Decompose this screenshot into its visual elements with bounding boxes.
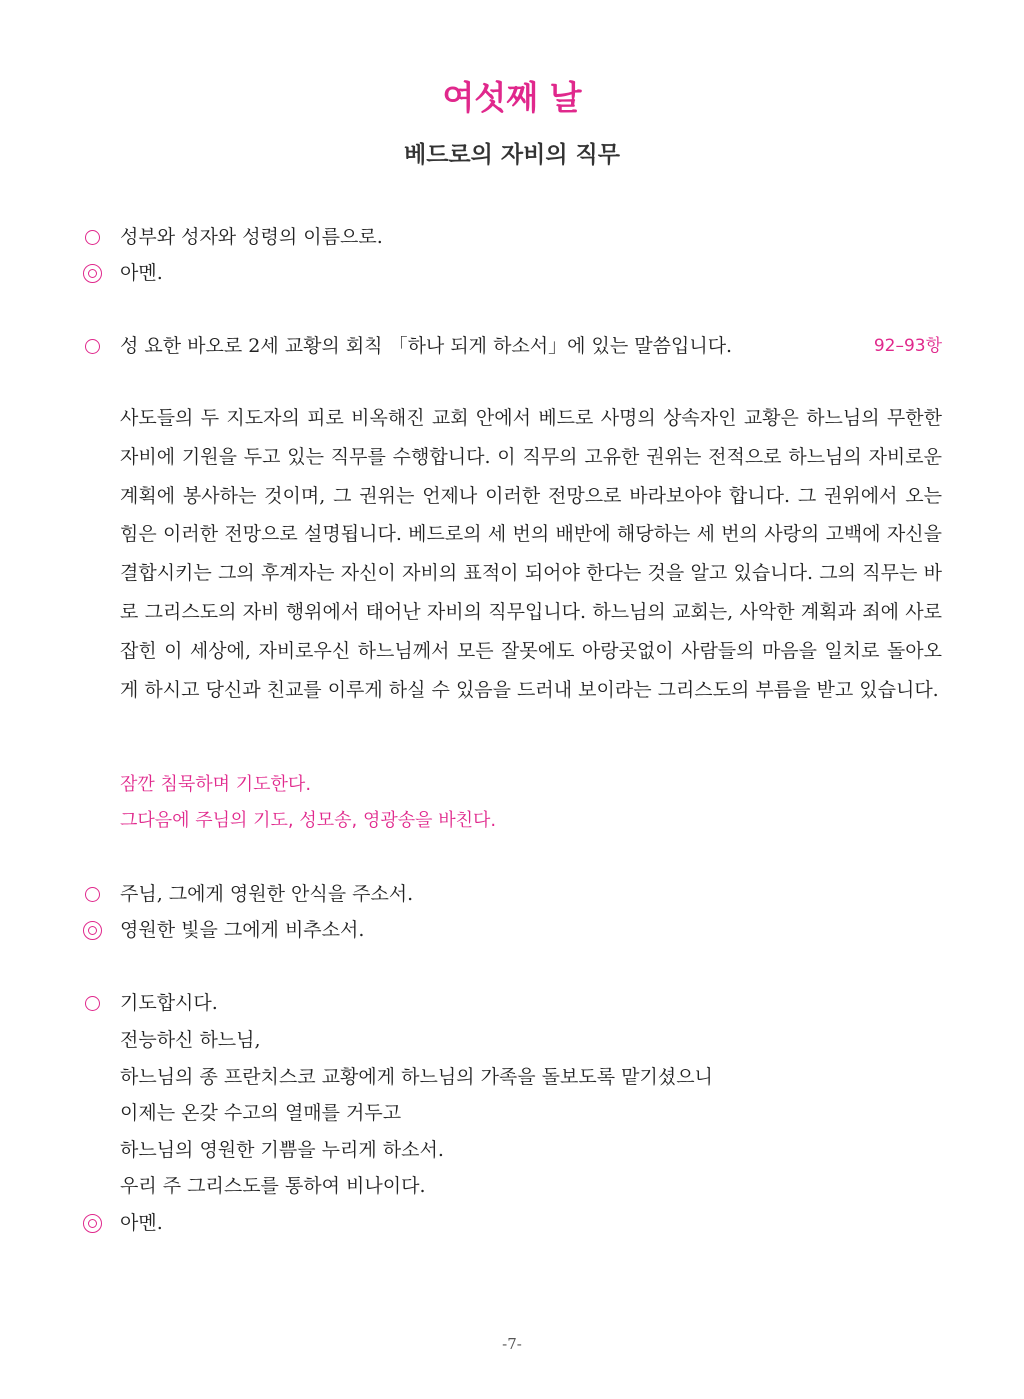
- prayer-line-6: 우리 주 그리스도를 통하여 비나이다.: [120, 1175, 426, 1197]
- prayer-line-1: 기도합시다.: [120, 992, 218, 1014]
- reading-intro-line: [0, 328, 1024, 364]
- page-number: -7-: [502, 1335, 522, 1353]
- circle-icon: [80, 328, 104, 364]
- page-title: 여섯째 날: [442, 78, 582, 117]
- opening-leader-line: [0, 219, 1024, 255]
- response-people-line: [0, 912, 1024, 948]
- opening-response-line: [0, 255, 1024, 291]
- page-subtitle: 베드로의 자비의 직무: [404, 141, 620, 168]
- double-circle-icon: [80, 255, 104, 291]
- prayer-leader-line: [0, 985, 1024, 1021]
- double-circle-icon: [80, 912, 104, 948]
- reading-intro: 성 요한 바오로 2세 교황의 회칙 「하나 되게 하소서」에 있는 말씀입니다.: [120, 335, 733, 357]
- rubric-line-1: 잠깐 침묵하며 기도한다.: [120, 774, 312, 795]
- rubric-line-2: 그다음에 주님의 기도, 성모송, 영광송을 바친다.: [120, 810, 497, 831]
- circle-icon: [80, 219, 104, 255]
- reading-body: 사도들의 두 지도자의 피로 비옥해진 교회 안에서 베드로 사명의 상속자인 교황은 하느님의 무한한 자비에 기원을 두고 있는 직무를 수행합니다. 이 직무의 고유한 권위는 전적으로 하느님의 자비로운 계획에 봉사하는 것이며, 그 권위는 언제나 이러한 전망으로 바라보아야 합니다. 그 권위에서 오는 힘은 이러한 전망으로 설명됩니다. 베드로의 세 번의 배반에 해당하는 세 번의 사랑의 고백에 자신을 결합시키는 그의 후계자는 자신이 자비의 표적이 되어야 한다는 것을 알고 있습니다. 그의 직무는 바로 그리스도의 자비 행위에서 태어난 자비의 직무입니다. 하느님의 교회는, 사악한 계획과 죄에 사로잡힌 이 세상에, 자비로우신 하느님께서 모든 잘못에도 아랑곳없이 사람들의 마음을 일치로 돌아오게 하시고 당신과 친교를 이루게 하실 수 있음을 드러내 보이라는 그리스도의 부름을 받고 있습니다.: [120, 407, 942, 701]
- prayer-line-2: 전능하신 하느님,: [120, 1029, 261, 1051]
- response-leader-line: [0, 876, 1024, 912]
- response-line-1: 주님, 그에게 영원한 안식을 주소서.: [120, 883, 414, 905]
- double-circle-icon: [80, 1205, 104, 1241]
- prayer-line-3: 하느님의 종 프란치스코 교황에게 하느님의 가족을 돌보도록 맡기셨으니: [120, 1066, 713, 1088]
- circle-icon: [80, 985, 104, 1021]
- opening-line-1: 성부와 성자와 성령의 이름으로.: [120, 226, 383, 248]
- prayer-line-4: 이제는 온갖 수고의 열매를 거두고: [120, 1102, 402, 1124]
- opening-line-2: 아멘.: [120, 262, 163, 284]
- circle-icon: [80, 876, 104, 912]
- reading-reference: 92–93항: [873, 336, 942, 356]
- prayer-amen: 아멘.: [120, 1212, 163, 1234]
- response-line-2: 영원한 빛을 그에게 비추소서.: [120, 919, 365, 941]
- prayer-line-5: 하느님의 영원한 기쁨을 누리게 하소서.: [120, 1139, 444, 1161]
- prayer-amen-line: [0, 1205, 1024, 1241]
